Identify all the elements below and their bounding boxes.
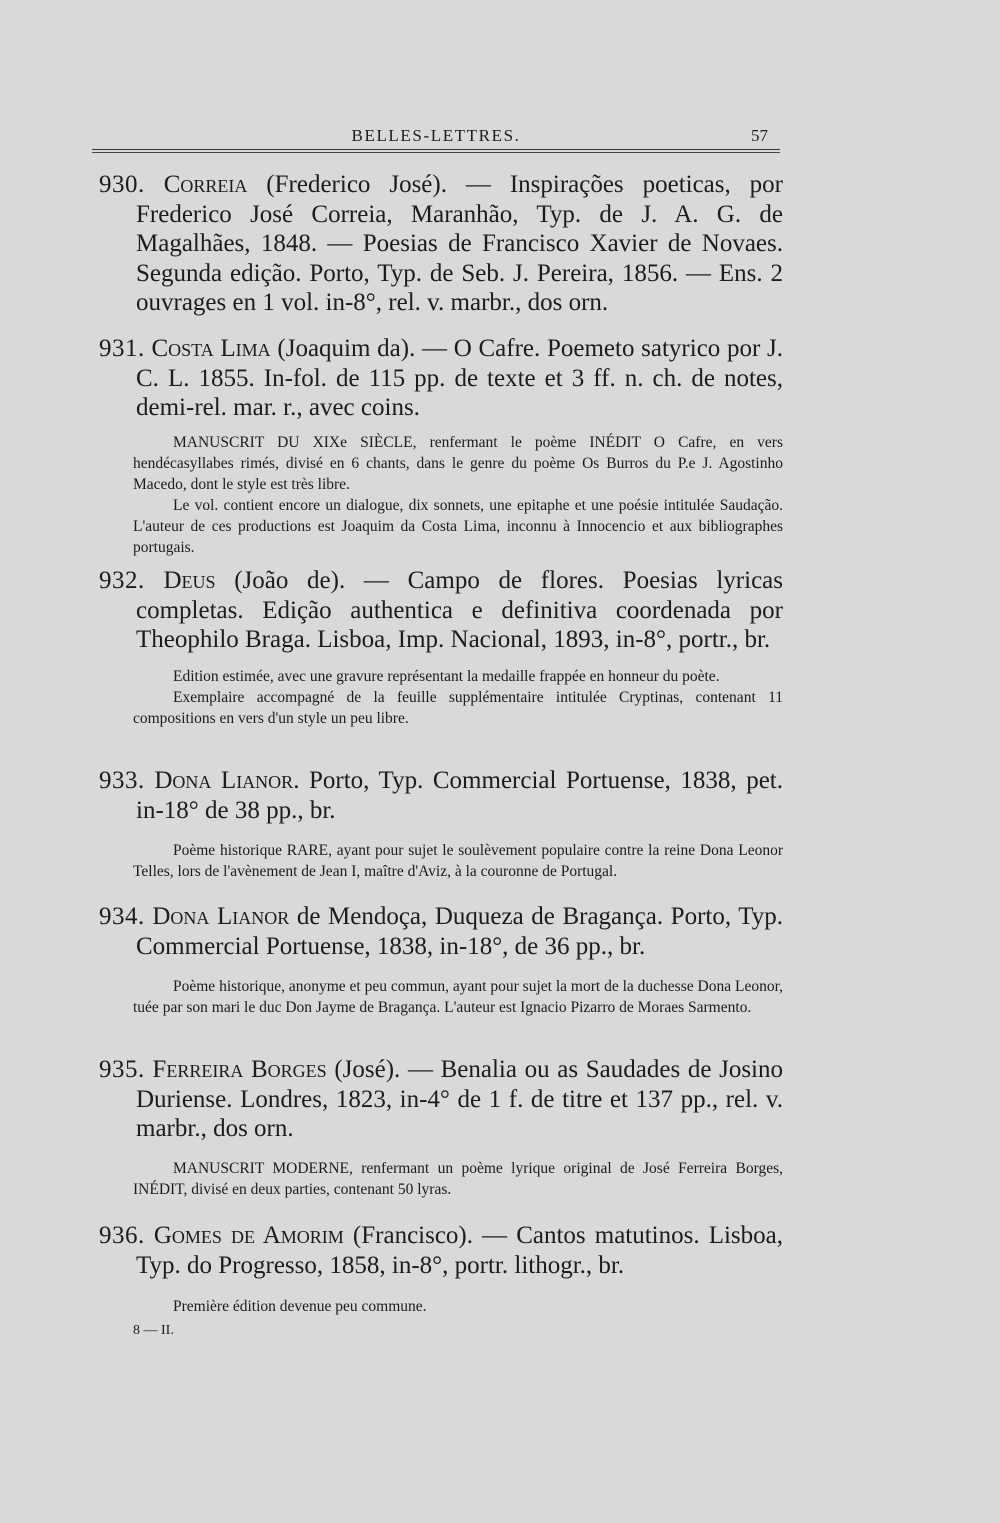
entry-number: 930. [99,171,145,198]
note-paragraph: Poème historique RARE, ayant pour sujet le soulèvement populaire contre la reine Dona Leonor Telles, lors de l'avènement de Jean I, maître d'Aviz, à la couronne de Portugal. [133,842,783,880]
entry-paragraph [99,902,784,961]
entry-author: Deus [163,567,216,594]
entry-author: Correia [163,171,248,198]
running-title: BELLES-LETTRES. [351,126,521,145]
entry-paragraph [99,1055,784,1144]
page-header [92,126,780,150]
entry-author: Dona Lianor [152,903,290,930]
entry-text: (Francisco). — Cantos matutinos. Lisboa, Typ. do Progresso, 1858, in-8°, portr. lithogr., br. [136,1222,783,1279]
header-rule-secondary [92,152,780,153]
entry-number: 936. [99,1222,145,1249]
catalog-entry [99,1221,783,1280]
entry-paragraph [99,1221,783,1280]
entry-number: 932. [99,567,145,594]
catalog-entry [99,1055,784,1144]
note-paragraph: Poème historique, anonyme et peu commun, ayant pour sujet la mort de la duchesse Dona Leonor, tuée par son mari le duc Don Jayme de Bragança. L'auteur est Ignacio Pizarro de Moraes Sarmento. [133,978,783,1016]
entry-note [133,1296,783,1317]
catalog-entry [99,170,784,318]
catalog-entry [99,902,784,961]
entry-author: Dona Lianor. [154,767,300,794]
entry-paragraph [99,566,784,655]
entry-note [133,666,783,729]
note-paragraph: Edition estimée, avec une gravure représentant la medaille frappée en honneur du poète. [173,668,720,685]
entry-number: 935. [99,1056,145,1083]
entry-text: de Mendoça, Duqueza de Bragança. Porto, Typ. Commercial Portuense, 1838, in-18°, de 36 pp., br. [136,903,784,960]
entry-author: Ferreira Borges [152,1056,327,1083]
entry-author: Gomes de Amorim [153,1222,344,1249]
entry-paragraph [99,334,784,423]
entry-author: Costa Lima [151,335,271,362]
entry-note [133,432,783,558]
printer-signature: 8 — II. [133,1323,174,1338]
entry-paragraph [99,766,784,825]
note-paragraph: Le vol. contient encore un dialogue, dix sonnets, une epitaphe et une poésie intitulée Saudação. L'auteur de ces productions est Joaquim da Costa Lima, inconnu à Innocencio et aux bibliographes portugais. [133,497,783,556]
catalog-entry [99,566,784,655]
entry-note [133,976,783,1018]
entry-note [133,840,783,882]
entry-number: 934. [99,903,145,930]
entry-text: (José). — Benalia ou as Saudades de Josino Duriense. Londres, 1823, in-4° de 1 f. de titre et 137 pp., rel. v. marbr., dos orn. [136,1056,784,1142]
note-paragraph: Exemplaire accompagné de la feuille supplémentaire intitulée Cryptinas, contenant 11 compositions en vers d'un style un peu libre. [133,689,783,727]
entry-note [133,1158,783,1200]
catalog-entry [99,766,784,825]
note-paragraph: MANUSCRIT MODERNE, renfermant un poème lyrique original de José Ferreira Borges, INÉDIT, divisé en deux parties, contenant 50 lyras. [133,1160,783,1198]
page-number: 57 [751,126,768,145]
entry-text: (Joaquim da). — O Cafre. Poemeto satyrico por J. C. L. 1855. In-fol. de 115 pp. de texte et 3 ff. n. ch. de notes, demi-rel. mar. r., avec coins. [136,335,784,421]
entry-number: 933. [99,767,145,794]
entry-text: (Frederico José). — Inspirações poeticas, por Frederico José Correia, Maranhão, Typ. de J. A. G. de Magalhães, 1848. — Poesias de Francisco Xavier de Novaes. Segunda edição. Porto, Typ. de Seb. J. Pereira, 1856. — Ens. 2 ouvrages en 1 vol. in-8°, rel. v. marbr., dos orn. [136,171,784,316]
entry-paragraph [99,170,784,318]
note-paragraph: MANUSCRIT DU XIXe SIÈCLE, renfermant le poème INÉDIT O Cafre, en vers hendécasyllabes rimés, divisé en 6 chants, dans le genre du poème Os Burros du P.e J. Agostinho Macedo, dont le style est très libre. [133,434,783,493]
note-paragraph: Première édition devenue peu commune. [173,1298,427,1315]
entry-number: 931. [99,335,145,362]
entry-text: Porto, Typ. Commercial Portuense, 1838, pet. in-18° de 38 pp., br. [136,767,784,824]
catalog-entry [99,334,784,423]
header-rule [92,149,780,150]
entry-text: (João de). — Campo de flores. Poesias lyricas completas. Edição authentica e definitiva coordenada por Theophilo Braga. Lisboa, Imp. Nacional, 1893, in-8°, portr., br. [136,567,784,653]
